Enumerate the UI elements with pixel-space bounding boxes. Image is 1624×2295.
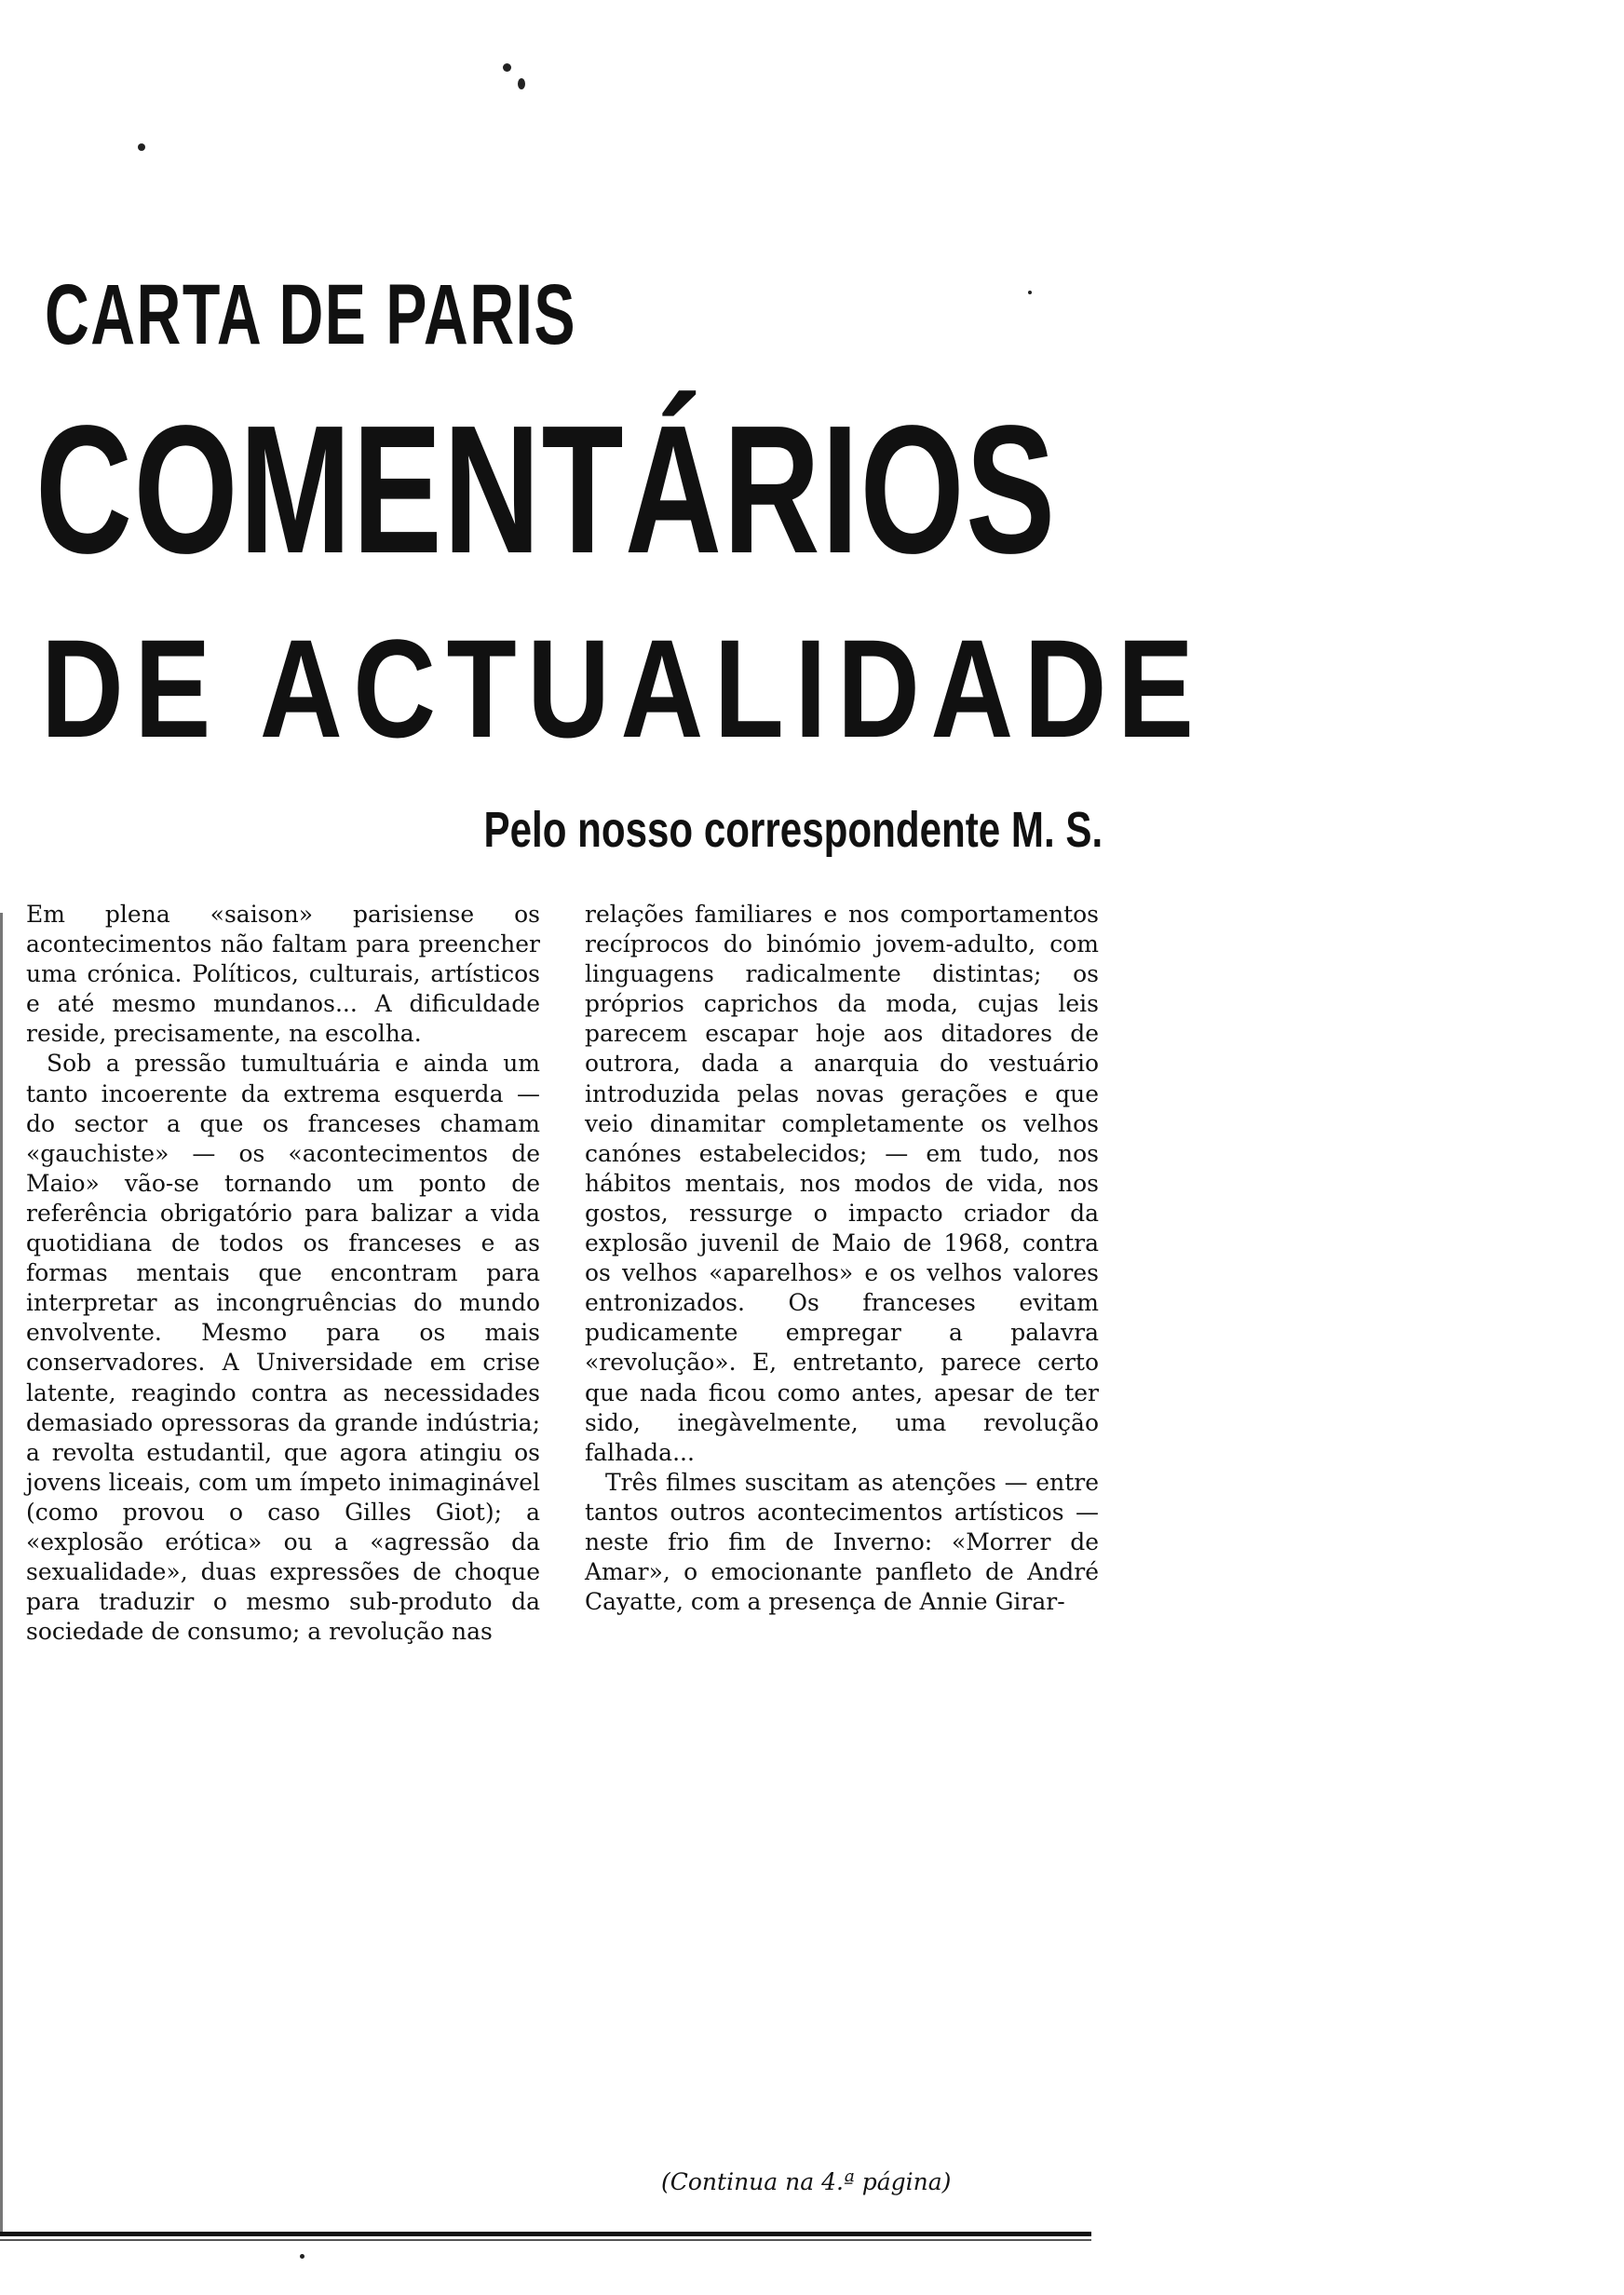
headline-line-2: DE ACTUALIDADE	[41, 610, 1205, 767]
scan-speck	[1028, 291, 1032, 294]
continuation-note: (Continua na 4.ª página)	[661, 2168, 952, 2195]
paragraph: relações familiares e nos comportamentos recíprocos do binómio jovem-adulto, com linguagens radicalmente distintas; os próprios caprichos da moda, cujas leis parecem escapar hoje aos ditadores de outrora, dada a anarquia do vestuário introduzida pelas novas gerações e que veio dinamitar completamente os velhos canónes estabelecidos; — em tudo, nos hábitos mentais, nos modos de vida, nos gostos, ressurge o impacto criador da explosão juvenil de Maio de 1968, contra os velhos «aparelhos» e os velhos valores entronizados. Os franceses evitam pudicamente empregar a palavra «revolução». E, entretanto, parece certo que nada ficou como antes, apesar de ter sido, inegàvelmente, uma revolução falhada...	[585, 901, 1099, 1466]
scan-speck	[138, 143, 145, 151]
margin-line	[0, 913, 3, 2235]
scan-speck	[300, 2254, 304, 2259]
scan-speck	[518, 78, 525, 89]
paragraph: Sob a pressão tumultuária e ainda um tanto incoerente da extrema esquerda — do sector a que os franceses chamam «gauchiste» — os «acontecimentos de Maio» vão-se tornando um ponto de referência obrigatório para balizar a vida quotidiana de todos os franceses e as formas mentais que encontram para interpretar as incongruências do mundo envolvente. Mesmo para os mais conservadores. A Universidade em crise latente, reagindo contra as necessidades demasiado opressoras da grande indústria; a revolta estudantil, que agora atingiu os jovens liceais, com um ímpeto inimaginável (como provou o caso Gilles Giot); a «explosão erótica» ou a «agressão da sexualidade», duas expressões de choque para traduzir o mesmo sub-produto da sociedade de consumo; a revolução nas	[26, 1050, 540, 1646]
article-column-right	[585, 900, 1099, 1617]
scan-speck	[503, 63, 511, 72]
section-kicker: CARTA DE PARIS	[45, 267, 576, 362]
bottom-rule-thin	[0, 2239, 1091, 2241]
bottom-rule	[0, 2232, 1091, 2236]
byline: Pelo nosso correspondente M. S.	[483, 802, 1103, 858]
article-column-left	[26, 900, 540, 1647]
headline-line-1: COMENTÁRIOS	[35, 387, 1057, 591]
paragraph: Em plena «saison» parisiense os acontecimentos não faltam para preencher uma crónica. Políticos, culturais, artísticos e até mesmo mundanos... A dificuldade reside, precisamente, na escolha.	[26, 901, 540, 1048]
paragraph: Três filmes suscitam as atenções — entre tantos outros acontecimentos artísticos — neste frio fim de Inverno: «Morrer de Amar», o emocionante panfleto de André Cayatte, com a presença de Annie Girar-	[585, 1468, 1099, 1616]
